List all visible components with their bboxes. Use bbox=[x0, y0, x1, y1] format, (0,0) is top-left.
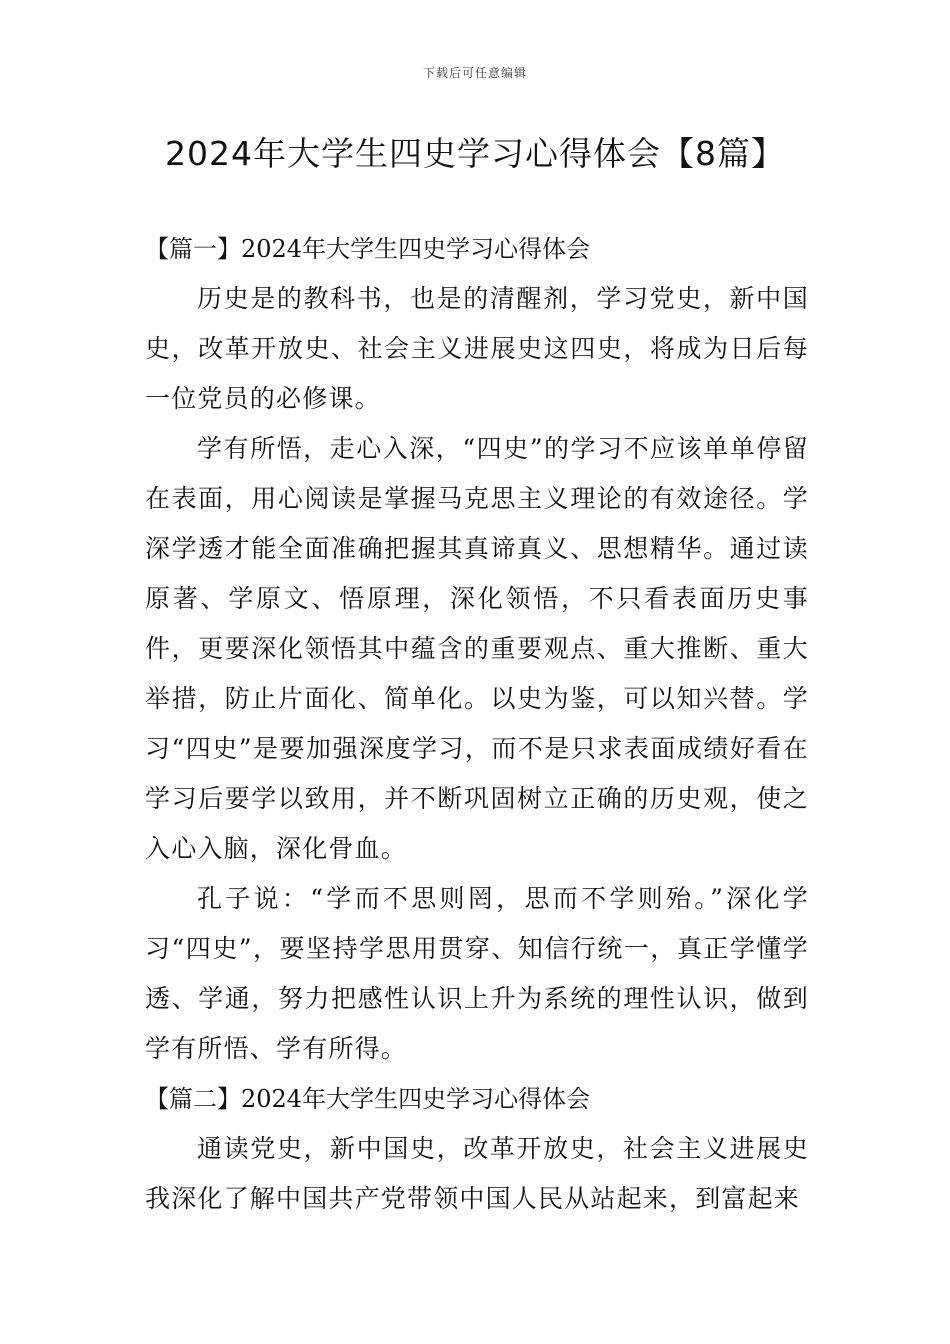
paragraph: 历史是的教科书，也是的清醒剂，学习党史，新中国史，改革开放史、社会主义进展史这四史，将成为日后每一位党员的必修课。 bbox=[145, 284, 809, 413]
section-2 bbox=[145, 1074, 809, 1224]
header-note: 下载后可任意编辑 bbox=[422, 66, 527, 80]
document-body bbox=[145, 224, 809, 1224]
paragraph: 通读党史，新中国史，改革开放史，社会主义进展史我深化了解中国共产党带领中国人民从站起来，到富起来 bbox=[145, 1134, 809, 1213]
document-title: 2024年大学生四史学习心得体会【8篇】 bbox=[165, 134, 785, 173]
section-1 bbox=[145, 224, 809, 1074]
paragraph: 孔子说：“学而不思则罔，思而不学则殆。”深化学习“四史”，要坚持学思用贯穿、知信行统一，真正学懂学透、学通，努力把感性认识上升为系统的理性认识，做到学有所悟、学有所得。 bbox=[145, 884, 809, 1063]
paragraph: 学有所悟，走心入深，“四史”的学习不应该单单停留在表面，用心阅读是掌握马克思主义理论的有效途径。学深学透才能全面准确把握其真谛真义、思想精华。通过读原著、学原文、悟原理，深化领悟，不只看表面历史事件，更要深化领悟其中蕴含的重要观点、重大推断、重大举措，防止片面化、简单化。以史为鉴，可以知兴替。学习“四史”是要加强深度学习，而不是只求表面成绩好看在学习后要学以致用，并不断巩固树立正确的历史观，使之入心入脑，深化骨血。 bbox=[145, 434, 809, 863]
section-heading: 【篇一】2024年大学生四史学习心得体会 bbox=[145, 235, 591, 263]
section-heading: 【篇二】2024年大学生四史学习心得体会 bbox=[145, 1085, 591, 1113]
